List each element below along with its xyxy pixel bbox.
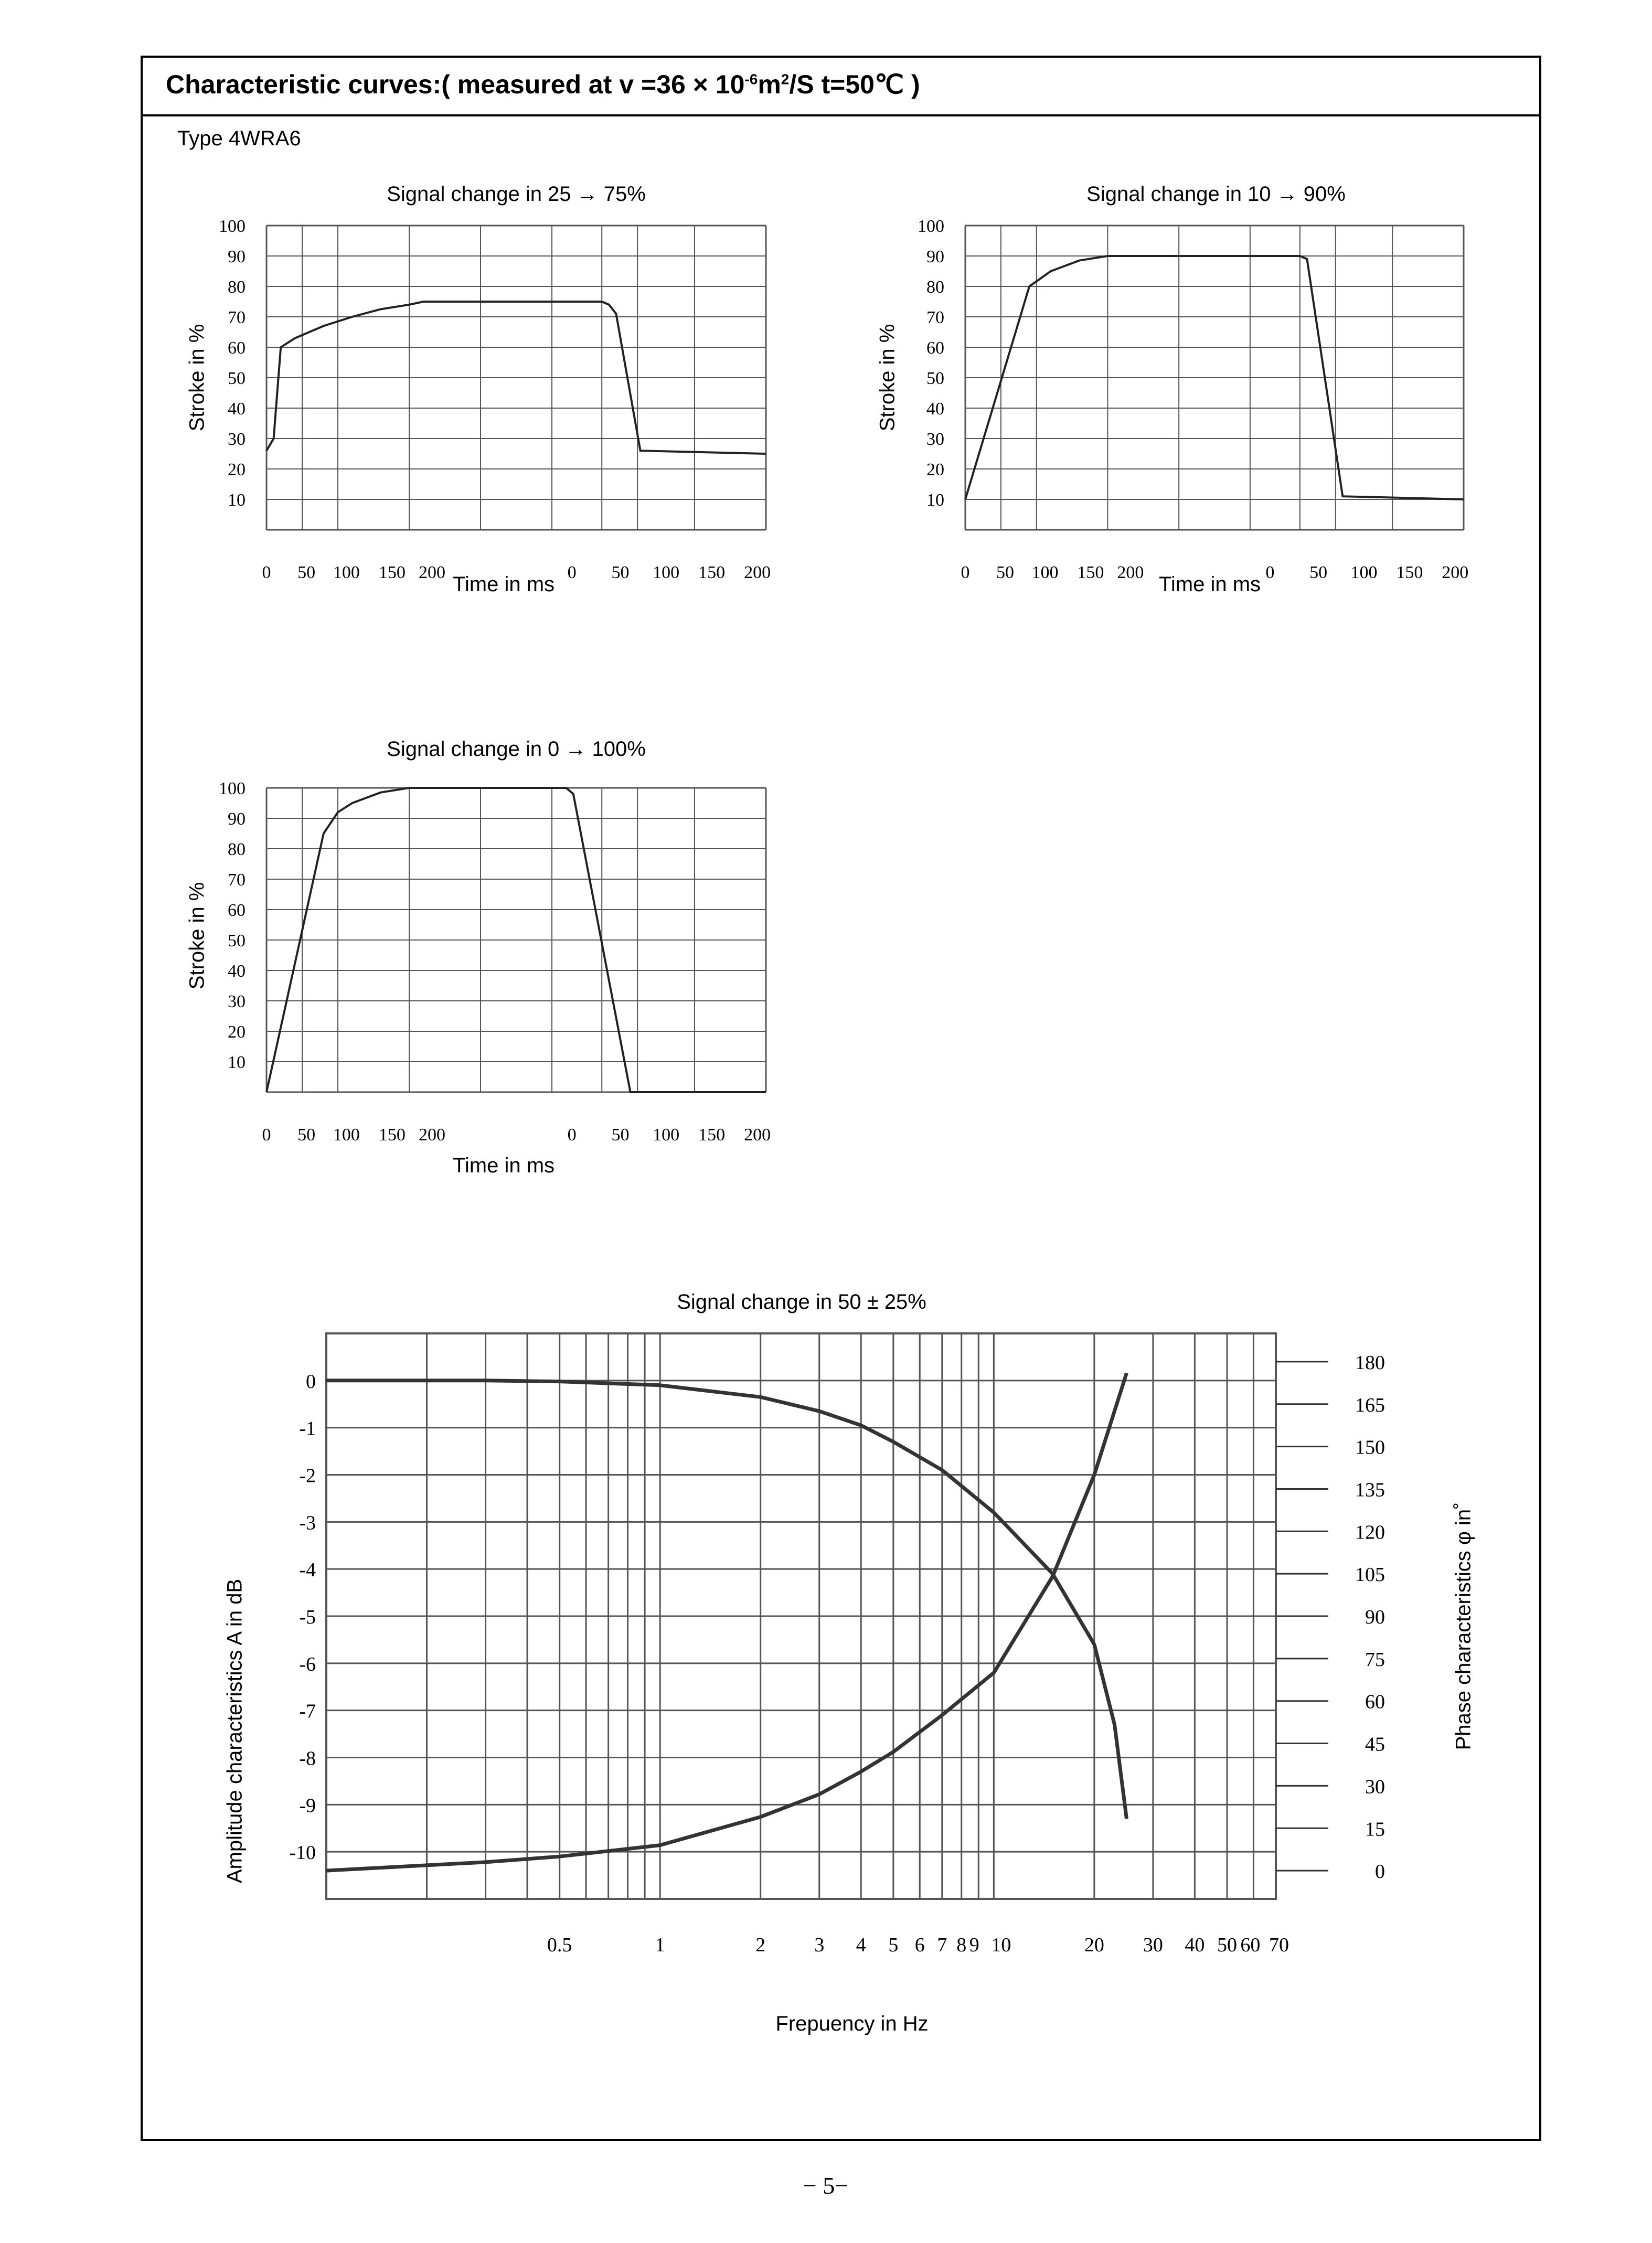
y2-tick-label: 165 (1355, 1394, 1385, 1416)
y-tick-label: 10 (926, 490, 944, 510)
y-tick-label: 80 (926, 277, 944, 297)
y-tick-label: 40 (228, 399, 246, 419)
x-tick-label: 50 (297, 1125, 316, 1145)
x-tick-label: 3 (814, 1934, 825, 1956)
title-sup-exponent: -6 (744, 71, 758, 88)
y-tick-label: 100 (918, 217, 944, 236)
y-tick-label: 60 (228, 338, 246, 358)
x-tick-label: 50 (611, 563, 630, 582)
x-tick-label: 7 (937, 1934, 947, 1956)
x-axis-label: Frepuency in Hz (775, 2012, 929, 2035)
x-tick-label: 60 (1240, 1934, 1261, 1956)
y-tick-label: 80 (228, 840, 246, 859)
y-tick-label: 90 (228, 809, 246, 829)
y-tick-label: 10 (228, 1053, 246, 1072)
phase-curve (326, 1373, 1127, 1871)
y2-tick-label: 105 (1355, 1564, 1385, 1586)
y-tick-label: 70 (926, 308, 944, 327)
x-tick-label: 150 (698, 563, 726, 582)
y-tick-label: -5 (299, 1606, 316, 1628)
x-axis-label: Time in ms (452, 1154, 555, 1177)
x-tick-label: 100 (333, 1125, 360, 1145)
x-tick-label: 0 (262, 563, 271, 582)
x-tick-label: 0 (567, 1125, 577, 1145)
x-tick-label: 0 (262, 1125, 271, 1145)
y-tick-label: 60 (926, 338, 944, 358)
y2-tick-label: 30 (1365, 1776, 1385, 1798)
type-label: Type 4WRA6 (177, 127, 301, 150)
x-tick-label: 200 (419, 1125, 446, 1145)
y-tick-label: 30 (228, 430, 246, 449)
y2-tick-label: 15 (1365, 1818, 1385, 1841)
y-tick-label: -9 (299, 1795, 316, 1817)
x-tick-label: 5 (888, 1934, 899, 1956)
x-axis-label: Time in ms (1158, 573, 1261, 596)
y2-tick-label: 45 (1365, 1733, 1385, 1756)
x-tick-label: 2 (755, 1934, 766, 1956)
x-tick-label: 6 (914, 1934, 925, 1956)
chart-title: Signal change in 50 ± 25% (677, 1290, 926, 1313)
y-tick-label: 40 (926, 399, 944, 419)
x-tick-label: 200 (744, 1125, 771, 1145)
x-tick-label: 70 (1269, 1934, 1289, 1956)
x-tick-label: 150 (378, 563, 406, 582)
x-tick-label: 50 (996, 563, 1014, 582)
y-tick-label: -8 (299, 1747, 316, 1770)
chart-title: Signal change in 10 → 90% (1086, 183, 1346, 206)
y-tick-label: 50 (228, 931, 246, 950)
y-tick-label: 60 (228, 901, 246, 920)
x-tick-label: 150 (1077, 563, 1104, 582)
x-tick-label: 100 (333, 563, 360, 582)
y-tick-label: -3 (299, 1512, 316, 1534)
x-tick-label: 200 (744, 563, 771, 582)
x-tick-label: 50 (297, 563, 316, 582)
y-axis-label: Amplitude characteristics A in dB (223, 1578, 247, 1884)
y-tick-label: -10 (289, 1842, 316, 1864)
y-tick-label: -4 (299, 1559, 316, 1582)
y-tick-label: 80 (228, 277, 246, 297)
x-tick-label: 0.5 (547, 1934, 572, 1956)
y-axis-label: Stroke in % (185, 882, 209, 990)
x-tick-label: 20 (1084, 1934, 1104, 1956)
x-tick-label: 150 (1396, 563, 1423, 582)
y-tick-label: 30 (228, 992, 246, 1011)
y-tick-label: -1 (299, 1417, 316, 1440)
x-tick-label: 100 (653, 1125, 680, 1145)
x-tick-label: 9 (969, 1934, 979, 1956)
x-tick-label: 150 (378, 1125, 406, 1145)
y2-tick-label: 135 (1355, 1479, 1385, 1501)
x-tick-label: 0 (567, 563, 577, 582)
x-tick-label: 50 (1309, 563, 1328, 582)
y-tick-label: 90 (926, 247, 944, 266)
y2-tick-label: 120 (1355, 1521, 1385, 1544)
y2-tick-label: 75 (1365, 1648, 1385, 1671)
y-tick-label: 100 (219, 217, 246, 236)
x-tick-label: 100 (1031, 563, 1059, 582)
y-tick-label: 20 (926, 460, 944, 479)
y2-tick-label: 90 (1365, 1606, 1385, 1628)
page-number: − 5− (803, 2172, 849, 2199)
x-tick-label: 1 (655, 1934, 665, 1956)
x-tick-label: 8 (956, 1934, 967, 1956)
chart-title: Signal change in 0 → 100% (387, 738, 646, 761)
y-tick-label: -6 (299, 1653, 316, 1675)
x-tick-label: 50 (611, 1125, 630, 1145)
y-tick-label: 100 (219, 779, 246, 798)
y-tick-label: -2 (299, 1465, 316, 1487)
y2-tick-label: 180 (1355, 1351, 1385, 1374)
x-tick-label: 10 (991, 1934, 1011, 1956)
x-tick-label: 30 (1143, 1934, 1163, 1956)
x-tick-label: 0 (1265, 563, 1275, 582)
y-axis-label: Stroke in % (876, 324, 899, 432)
x-tick-label: 150 (698, 1125, 726, 1145)
x-tick-label: 0 (961, 563, 970, 582)
y2-tick-label: 60 (1365, 1691, 1385, 1713)
y-tick-label: 50 (926, 369, 944, 388)
y-tick-label: 40 (228, 962, 246, 981)
y-tick-label: 70 (228, 870, 246, 890)
x-tick-label: 100 (1350, 563, 1378, 582)
title-sup-square: 2 (781, 71, 790, 88)
y-axis-label: Stroke in % (185, 324, 209, 432)
title-mid: m (758, 70, 781, 99)
x-tick-label: 40 (1185, 1934, 1205, 1956)
y2-tick-label: 0 (1375, 1861, 1385, 1883)
y2-axis-label: Phase characteristics φ in˚ (1452, 1502, 1475, 1750)
amplitude-curve (326, 1381, 1127, 1819)
y-tick-label: -7 (299, 1700, 316, 1723)
x-axis-label: Time in ms (452, 573, 555, 596)
x-tick-label: 200 (1442, 563, 1469, 582)
title-post: /S t=50℃ ) (789, 70, 920, 99)
y-tick-label: 30 (926, 430, 944, 449)
y-tick-label: 70 (228, 308, 246, 327)
x-tick-label: 200 (1117, 563, 1144, 582)
x-tick-label: 100 (653, 563, 680, 582)
y-tick-label: 10 (228, 490, 246, 510)
y2-tick-label: 150 (1355, 1436, 1385, 1459)
y-tick-label: 50 (228, 369, 246, 388)
x-tick-label: 50 (1217, 1934, 1238, 1956)
title-pre: Characteristic curves:( measured at v =36 × 10 (166, 70, 745, 99)
y-tick-label: 90 (228, 247, 246, 266)
chart-title: Signal change in 25 → 75% (387, 183, 646, 206)
y-tick-label: 0 (306, 1370, 316, 1393)
x-tick-label: 200 (419, 563, 446, 582)
y-tick-label: 20 (228, 1022, 246, 1042)
y-tick-label: 20 (228, 460, 246, 479)
x-tick-label: 4 (856, 1934, 866, 1956)
